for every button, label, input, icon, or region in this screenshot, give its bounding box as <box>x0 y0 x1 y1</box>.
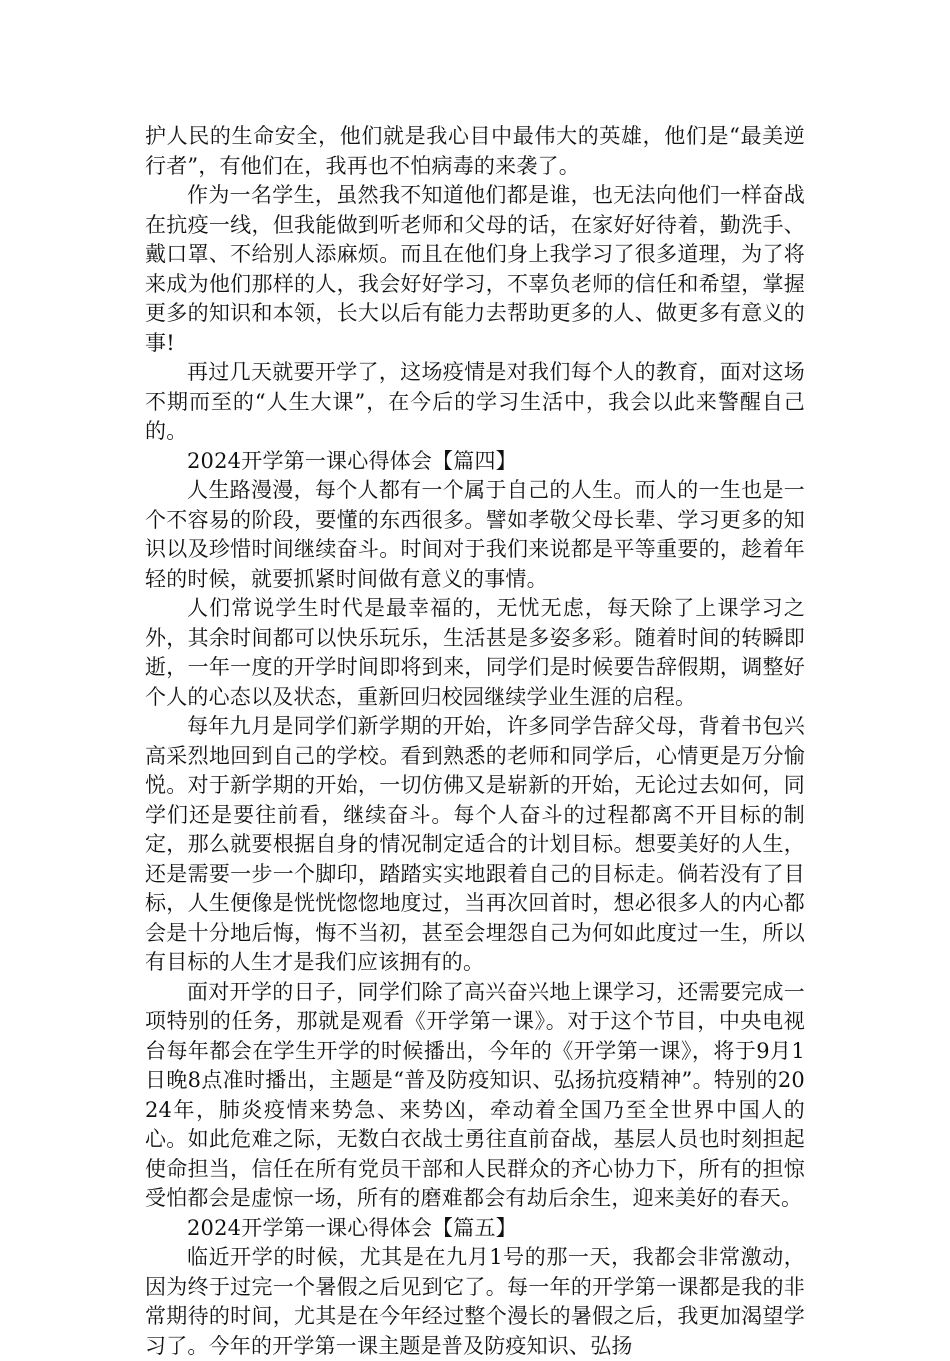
paragraph-school-reopening: 再过几天就要开学了，这场疫情是对我们每个人的教育，面对这场不期而至的“人生大课”，在今后的学习生活中，我会以此来警醒自己的。 <box>145 360 805 443</box>
paragraph-life-path: 人生路漫漫，每个人都有一个属于自己的人生。而人的一生也是一个不容易的阶段，要懂的东西很多。譬如孝敬父母长辈、学习更多的知识以及珍惜时间继续奋斗。时间对于我们来说都是平等重要的，趁着年轻的时候，就要抓紧时间做有意义的事情。 <box>145 478 805 591</box>
paragraph-student-role: 作为一名学生，虽然我不知道他们都是谁，也无法向他们一样奋战在抗疫一线，但我能做到听老师和父母的话，在家好好待着，勤洗手、戴口罩、不给别人添麻烦。而且在他们身上我学习了很多道理，为了将来成为他们那样的人，我会好好学习，不辜负老师的信任和希望，掌握更多的知识和本领，长大以后有能力去帮助更多的人、做更多有意义的事! <box>145 183 805 355</box>
section-heading-part-four: 2024开学第一课心得体会【篇四】 <box>187 448 517 473</box>
paragraph-student-years: 人们常说学生时代是最幸福的，无忧无虑，每天除了上课学习之外，其余时间都可以快乐玩乐，生活甚是多姿多彩。随着时间的转瞬即逝，一年一度的开学时间即将到来，同学们是时候要告辞假期，调整好个人的心态以及状态，重新回归校园继续学业生涯的启程。 <box>145 596 805 709</box>
paragraph-first-lesson-program: 面对开学的日子，同学们除了高兴奋兴地上课学习，还需要完成一项特别的任务，那就是观看《开学第一课》。对于这个节目，中央电视台每年都会在学生开学的时候播出，今年的《开学第一课》，将于9月1日晚8点准时播出，主题是“普及防疫知识、弘扬抗疫精神”。特别的2024年，肺炎疫情来势急、来势凶，牵动着全国乃至全世界中国人的心。如此危难之际，无数白衣战士勇往直前奋战，基层人员也时刻担起使命担当，信任在所有党员干部和人民群众的齐心协力下，所有的担惊受怕都会是虚惊一场，所有的磨难都会有劫后余生，迎来美好的春天。 <box>145 979 805 1210</box>
document-page <box>145 122 805 1361</box>
paragraph-approaching-school: 临近开学的时候，尤其是在九月1号的那一天，我都会非常激动，因为终于过完一个暑假之后见到它了。每一年的开学第一课都是我的非常期待的时间，尤其是在今年经过整个漫长的暑假之后，我更加渴望学习了。今年的开学第一课主题是普及防疫知识、弘扬 <box>145 1245 805 1358</box>
paragraph-september-semester: 每年九月是同学们新学期的开始，许多同学告辞父母，背着书包兴高采烈地回到自己的学校。看到熟悉的老师和同学后，心情更是万分愉悦。对于新学期的开始，一切仿佛又是崭新的开始，无论过去如何，同学们还是要往前看，继续奋斗。每个人奋斗的过程都离不开目标的制定，那么就要根据自身的情况制定适合的计划目标。想要美好的人生，还是需要一步一个脚印，踏踏实实地跟着自己的目标走。倘若没有了目标，人生便像是恍恍惚惚地度过，当再次回首时，想必很多人的内心都会是十分地后悔，悔不当初，甚至会埋怨自己为何如此度过一生，所以有目标的人生才是我们应该拥有的。 <box>145 714 805 974</box>
section-heading-part-five: 2024开学第一课心得体会【篇五】 <box>187 1215 517 1240</box>
paragraph-intro-continued: 护人民的生命安全，他们就是我心目中最伟大的英雄，他们是“最美逆行者”，有他们在，我再也不怕病毒的来袭了。 <box>145 124 805 178</box>
